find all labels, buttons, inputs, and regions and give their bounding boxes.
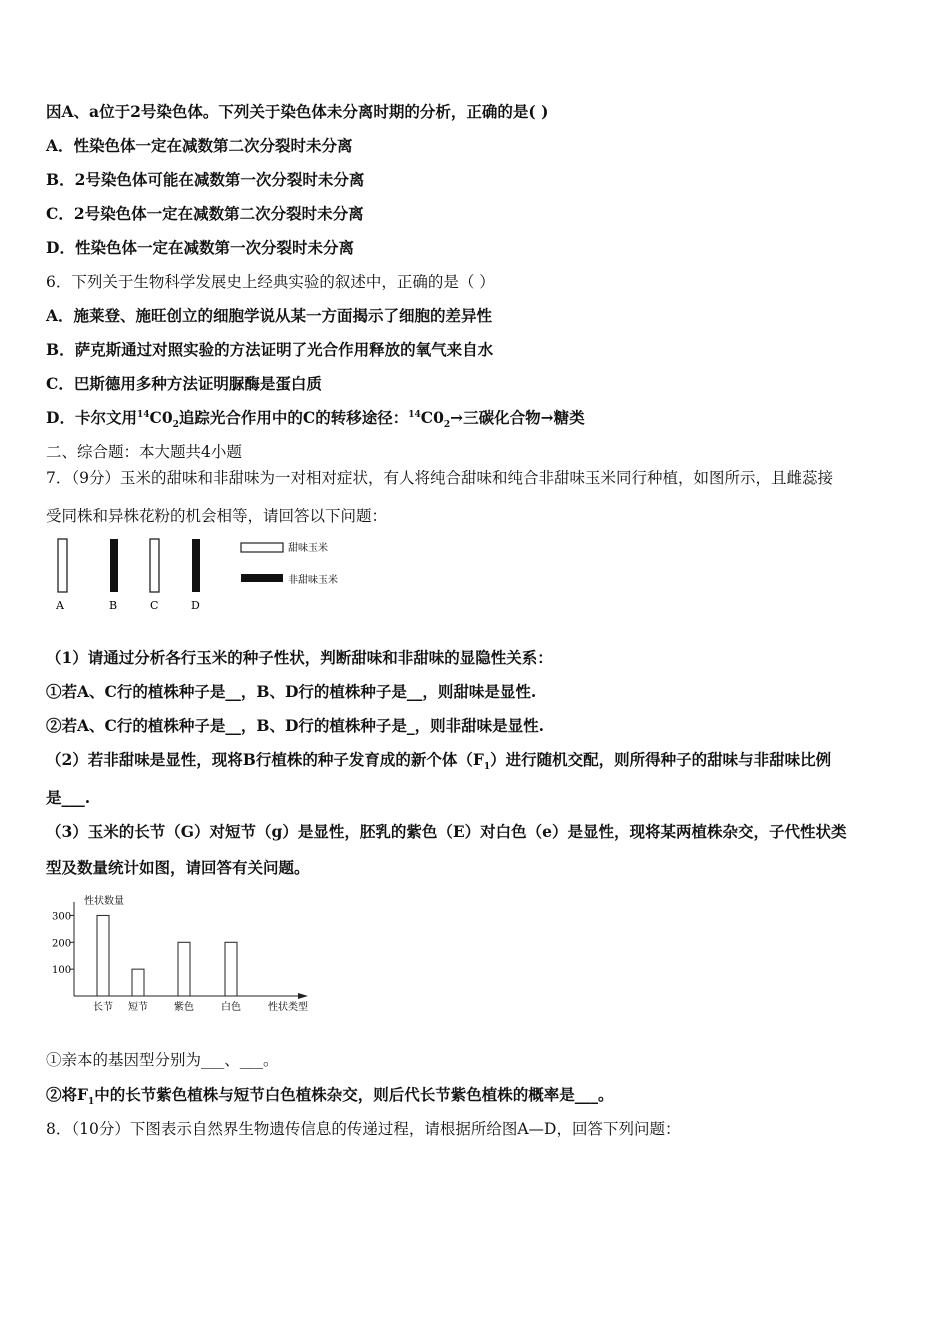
planting-rows-figure — [50, 533, 360, 615]
q7-part2-line2: 是___. — [46, 788, 91, 807]
q7-part3-sub1: ①亲本的基因型分别为___、___。 — [46, 1051, 279, 1069]
x-axis-arrow — [298, 993, 308, 999]
q7-part3-sub2: ②将$F_1$中的长节紫色植株与短节白色植株杂交，则后代长节紫色植株的概率是___。 — [46, 1085, 614, 1108]
row-b-nonsweet — [110, 539, 118, 592]
q7-part1: （1）请通过分析各行玉米的种子性状，判断甜味和非甜味的显隐性关系： — [46, 648, 553, 667]
x-category-label: 紫色 — [174, 1002, 194, 1013]
q6-option-b: B．萨克斯通过对照实验的方法证明了光合作用释放的氧气来自水 — [46, 340, 494, 359]
q6-option-d: D．卡尔文用$^{14}C0_2$追踪光合作用中的C的转移途径：$^{14}C0_2\to$三碳化合物→糖类 — [46, 408, 585, 431]
legend-nonsweet-label: 非甜味玉米 — [288, 575, 338, 586]
legend-sweet-label: 甜味玉米 — [288, 543, 328, 554]
q7-part2-line1: （2）若非甜味是显性，现将B行植株的种子发育成的新个体$(F_1)$进行随机交配，则所得种子的甜味与非甜味比例 — [46, 750, 832, 773]
trait-count-chart — [48, 888, 328, 1018]
bar-2 — [178, 942, 190, 996]
q6-stem: 6．下列关于生物科学发展史上经典实验的叙述中，正确的是（ ） — [46, 273, 495, 291]
x-category-label: 长节 — [93, 1002, 113, 1013]
y-tick-label: 300 — [52, 911, 72, 923]
q5-option-c: C．2号染色体一定在减数第二次分裂时未分离 — [46, 204, 364, 223]
q5-stem-tail: 因A、a位于2号染色体。下列关于染色体未分离时期的分析，正确的是( ) — [46, 102, 549, 121]
q6-option-a: A．施莱登、施旺创立的细胞学说从某一方面揭示了细胞的差异性 — [46, 306, 493, 325]
q7-part3-line1: （3）玉米的长节（G）对短节（g）是显性，胚乳的紫色（E）对白色（e）是显性，现将某两植株杂交，子代性状类 — [46, 822, 847, 841]
legend-nonsweet-swatch — [241, 574, 283, 582]
x-category-label: 短节 — [128, 1002, 148, 1013]
q7-stem-line1: 7．（9分）玉米的甜味和非甜味为一对相对症状，有人将纯合甜味和纯合非甜味玉米同行种植，如图所示，且雌蕊接 — [46, 469, 833, 487]
q7-part1-case1: ①若A、C行的植株种子是__，B、D行的植株种子是__，则甜味是显性. — [46, 682, 537, 701]
x-axis-label: 性状类型 — [268, 1002, 308, 1013]
q7-part3-line2: 型及数量统计如图，请回答有关问题。 — [46, 858, 310, 877]
q6-option-c: C．巴斯德用多种方法证明脲酶是蛋白质 — [46, 374, 322, 393]
row-label-a: A — [56, 599, 64, 612]
legend-sweet-swatch — [241, 543, 283, 552]
q5-option-d: D．性染色体一定在减数第一次分裂时未分离 — [46, 238, 354, 257]
chart-title: 性状数量 — [84, 896, 124, 907]
y-tick-label: 200 — [52, 938, 72, 950]
bar-0 — [97, 915, 109, 996]
q5-option-b: B．2号染色体可能在减数第一次分裂时未分离 — [46, 170, 365, 189]
section-heading: 二、综合题：本大题共4小题 — [46, 443, 242, 461]
row-c-sweet — [150, 539, 159, 592]
y-tick-label: 100 — [52, 965, 72, 977]
q5-option-a: A．性染色体一定在减数第二次分裂时未分离 — [46, 136, 353, 155]
row-a-sweet — [58, 539, 67, 592]
row-label-c: C — [150, 599, 159, 612]
bar-3 — [225, 942, 237, 996]
row-label-d: D — [191, 599, 200, 612]
q7-stem-line2: 受同株和异株花粉的机会相等，请回答以下问题： — [46, 507, 388, 525]
row-label-b: B — [109, 599, 118, 612]
row-d-nonsweet — [192, 539, 200, 592]
x-category-label: 白色 — [221, 1002, 241, 1013]
q8-stem: 8．（10分）下图表示自然界生物遗传信息的传递过程，请根据所给图A—D，回答下列问题： — [46, 1120, 681, 1138]
q7-part1-case2: ②若A、C行的植株种子是__，B、D行的植株种子是_，则非甜味是显性. — [46, 716, 545, 735]
bar-1 — [132, 969, 144, 996]
